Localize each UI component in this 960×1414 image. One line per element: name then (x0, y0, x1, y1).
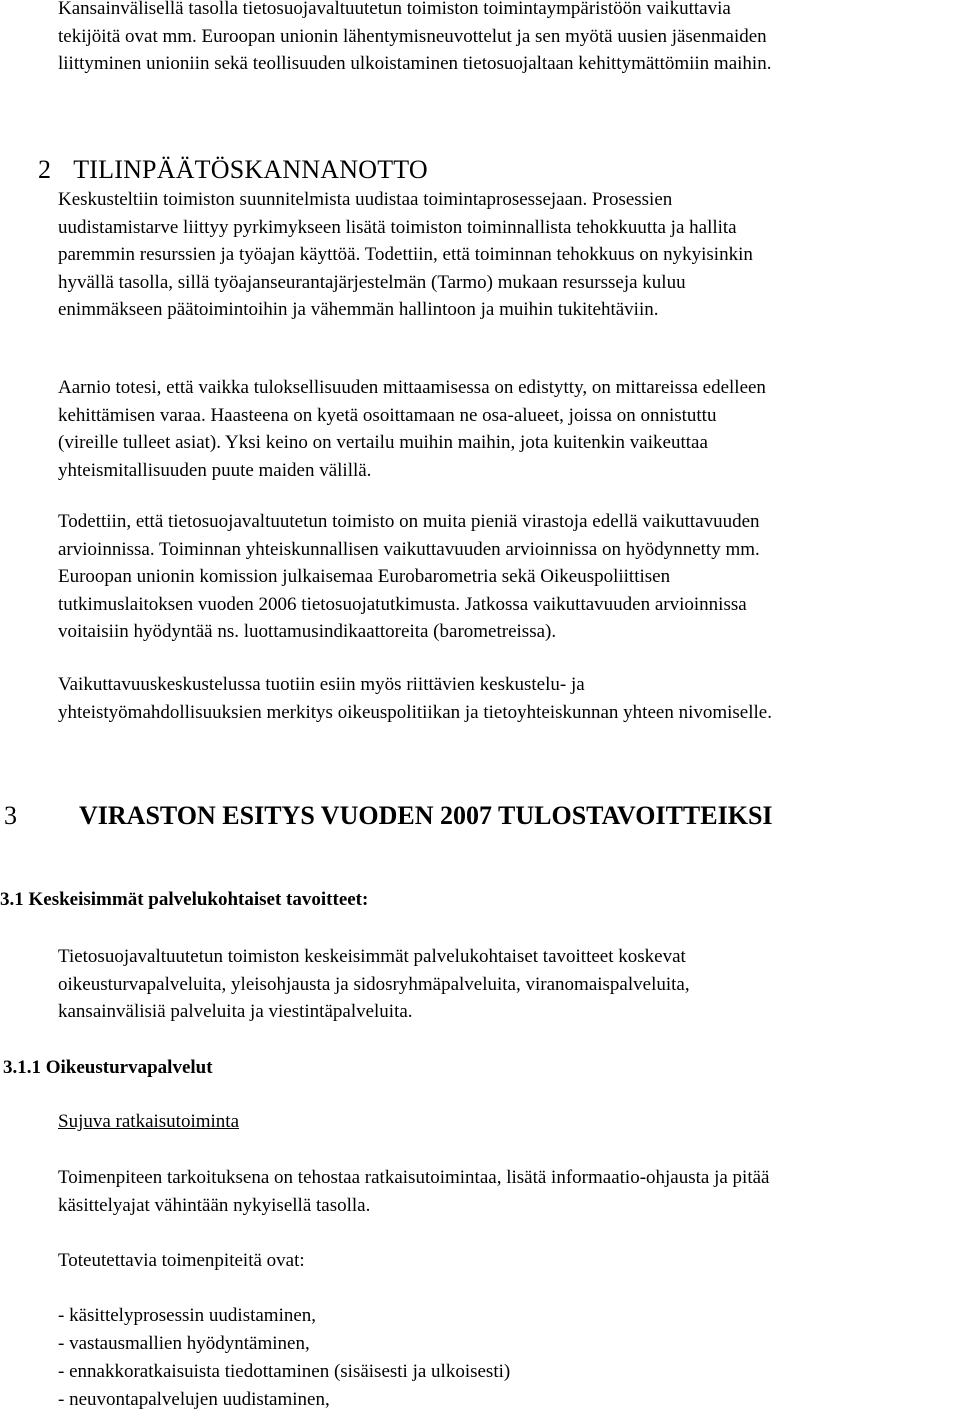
text-line: voitaisiin hyödyntää ns. luottamusindikaattoreita (barometreissa). (58, 621, 557, 643)
text-line: Vaikuttavuuskeskustelussa tuotiin esiin myös riittävien keskustelu- ja (58, 674, 585, 695)
intro-paragraph (58, 0, 958, 78)
goal-paragraph (58, 1164, 958, 1219)
measures-list (58, 1302, 510, 1414)
section-2-paragraph-2 (58, 374, 958, 484)
underlined-heading (58, 1108, 958, 1136)
section-2-paragraph-3 (58, 508, 958, 646)
text-line: (vireille tulleet asiat). Yksi keino on vertailu muihin maihin, jota kuitenkin vaikeuttaa (58, 432, 708, 454)
text-line: paremmin resurssien ja työajan käyttöä. Todettiin, että toiminnan tehokkuus on nykyisinkin (58, 244, 753, 266)
text-line: Toimenpiteen tarkoituksena on tehostaa ratkaisutoimintaa, lisätä informaatio-ohjausta ja pitää (58, 1167, 770, 1188)
subsection-3-1-paragraph (58, 943, 958, 1026)
underlined-heading-text: Sujuva ratkaisutoiminta (58, 1111, 240, 1132)
text-line: käsittelyajat vähintään nykyisellä tasolla. (58, 1194, 371, 1216)
section-2-paragraph-1 (58, 186, 958, 324)
text-line: tutkimuslaitoksen vuoden 2006 tietosuojatutkimusta. Jatkossa vaikuttavuuden arvioinnissa (58, 593, 747, 615)
list-item: - vastausmallien hyödyntäminen, (58, 1333, 310, 1354)
text-line: Kansainvälisellä tasolla tietosuojavaltuutetun toimiston toimintaympäristöön vaikuttavia (58, 0, 731, 19)
section-2-paragraph-4 (58, 671, 958, 726)
text-line: yhteistyömahdollisuuksien merkitys oikeuspolitiikan ja tietoyhteiskunnan yhteen nivomiselle. (58, 701, 772, 723)
text-line: oikeusturvapalveluita, yleisohjausta ja sidosryhmäpalveluita, viranomaispalveluita, (58, 973, 690, 995)
text-line: liittyminen unioniin sekä teollisuuden ulkoistaminen tietosuojaltaan kehittymättömiin maihin. (58, 53, 772, 75)
text-line: Aarnio totesi, että vaikka tuloksellisuuden mittaamisessa on edistytty, on mittareissa edelleen (58, 377, 766, 398)
list-item: - ennakkoratkaisuista tiedottaminen (sisäisesti ja ulkoisesti) (58, 1361, 511, 1382)
text-line: kansainvälisiä palveluita ja viestintäpalveluita. (58, 1001, 413, 1023)
list-item: - käsittelyprosessin uudistaminen, (58, 1305, 317, 1326)
subsection-3-1-heading: 3.1 Keskeisimmät palvelukohtaiset tavoitteet: (0, 889, 369, 910)
list-item: - neuvontapalvelujen uudistaminen, (58, 1389, 330, 1410)
text-line: Euroopan unionin komission julkaisemaa Eurobarometria sekä Oikeuspoliittisen (58, 566, 671, 588)
text-line: arvioinnissa. Toiminnan yhteiskunnallisen vaikuttavuuden arvioinnissa on hyödynnetty mm. (58, 538, 760, 560)
text-line: kehittämisen varaa. Haasteena on kyetä osoittamaan ne osa-alueet, joissa on onnistuttu (58, 404, 717, 426)
text-line: uudistamistarve liittyy pyrkimykseen lisätä toimiston toiminnallista tehokkuutta ja hallita (58, 216, 737, 238)
section-number: 3 (4, 801, 17, 830)
section-number: 2 (38, 155, 52, 184)
section-title: VIRASTON ESITYS VUODEN 2007 TULOSTAVOITTEIKSI (79, 801, 773, 830)
section-title: TILINPÄÄTÖSKANNANOTTO (73, 155, 428, 184)
subsection-3-1-1-heading: 3.1.1 Oikeusturvapalvelut (3, 1057, 213, 1078)
section-2-heading (38, 154, 428, 186)
text-line: Keskusteltiin toimiston suunnitelmista uudistaa toimintaprosessejaan. Prosessien (58, 189, 673, 210)
text-line: Tietosuojavaltuutetun toimiston keskeisimmät palvelukohtaiset tavoitteet koskevat (58, 946, 686, 967)
text-line: tekijöitä ovat mm. Euroopan unionin lähentymisneuvottelut ja sen myötä uusien jäsenmaiden (58, 25, 767, 47)
text-line: yhteismitallisuuden puute maiden välillä. (58, 459, 372, 481)
text-line: Toteutettavia toimenpiteitä ovat: (58, 1250, 305, 1271)
text-line: hyvällä tasolla, sillä työajanseurantajärjestelmän (Tarmo) mukaan resursseja kuluu (58, 271, 686, 293)
section-3-heading (0, 800, 773, 832)
text-line: enimmäkseen päätoimintoihin ja vähemmän hallintoon ja muihin tukitehtäviin. (58, 299, 659, 321)
measures-intro (58, 1247, 958, 1275)
text-line: Todettiin, että tietosuojavaltuutetun toimisto on muita pieniä virastoja edellä vaikuttavuuden (58, 511, 760, 532)
